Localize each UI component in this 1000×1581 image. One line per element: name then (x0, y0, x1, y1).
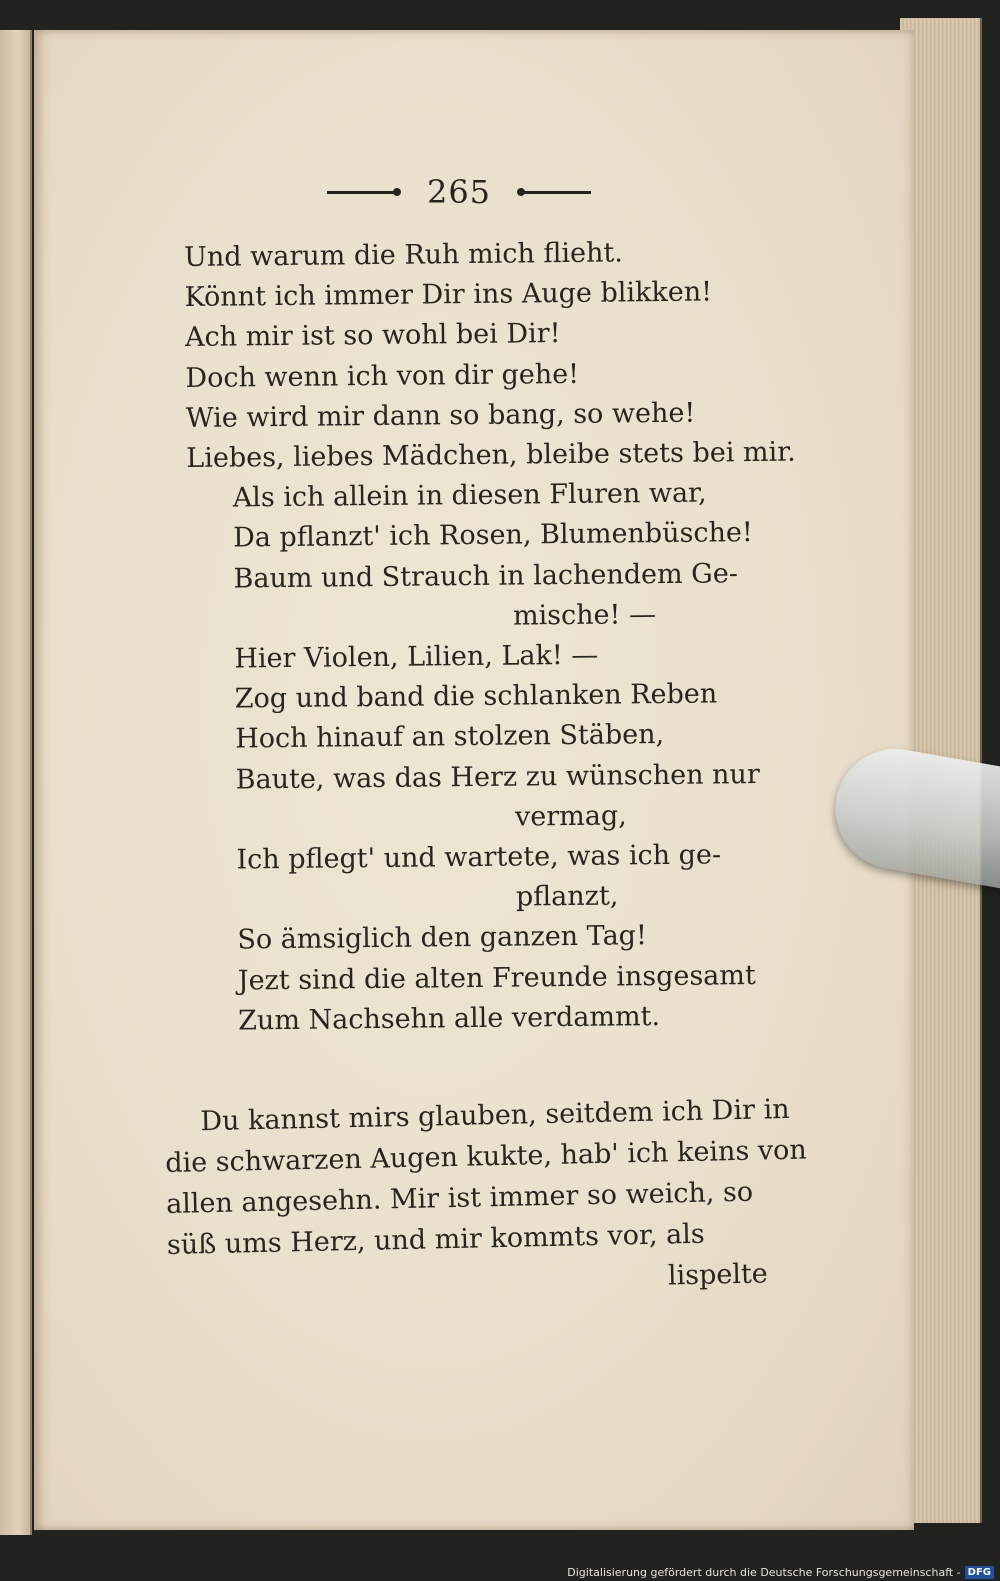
prose-line: Du kannst mirs glauben, seitdem ich Dir in (200, 1093, 790, 1138)
verse-line: Wie wird mir dann so bang, so wehe! (185, 397, 696, 434)
verse-line: Könnt ich immer Dir ins Auge blikken! (184, 276, 713, 314)
prose-line: süß ums Herz, und mir kommts vor, als (166, 1218, 706, 1261)
verse-line: Ach mir ist so wohl bei Dir! (184, 318, 561, 354)
verse-line: Zog und band die schlanken Reben (234, 678, 718, 715)
verse-line: Jezt sind die alten Freunde insgesamt (237, 959, 756, 997)
footer-credit (567, 1566, 994, 1579)
verse-line: Und warum die Ruh mich flieht. (184, 237, 623, 273)
header-ornament-left (327, 191, 397, 194)
verse-line-continuation: vermag, (514, 800, 627, 833)
verse-line-continuation: pflanzt, (515, 880, 619, 913)
verse-line: Als ich allein in diesen Fluren war, (232, 477, 707, 514)
prose-paragraph (164, 1089, 808, 1307)
verse-line: So ämsiglich den ganzen Tag! (237, 920, 647, 956)
dfg-logo-icon: DFG (965, 1566, 994, 1579)
verse-line: Baum und Strauch in lachendem Ge- (233, 557, 739, 595)
book-page (34, 30, 914, 1530)
prose-line: allen angesehn. Mir ist immer so weich, so (165, 1176, 754, 1220)
verse-line: Hier Violen, Lilien, Lak! — (234, 639, 599, 675)
catchword: lispelte (667, 1258, 769, 1292)
verse-line: Liebes, liebes Mädchen, bleibe stets bei mir. (186, 436, 796, 475)
verse-line: Baute, was das Herz zu wünschen nur (235, 758, 760, 796)
verse-line: Da pflanzt' ich Rosen, Blumenbüsche! (232, 517, 753, 554)
page-number: 265 (426, 173, 492, 211)
verse-line: Doch wenn ich von dir gehe! (185, 358, 580, 394)
verse-line: Ich pflegt' und wartete, was ich ge- (236, 839, 722, 876)
credit-text: Digitalisierung gefördert durch die Deutsche Forschungsgemeinschaft - (567, 1566, 961, 1579)
prose-line: die schwarzen Augen kukte, hab' ich keins von (164, 1134, 808, 1179)
verse-line-continuation: mische! — (512, 598, 657, 632)
facing-page-edge (0, 30, 32, 1535)
header-ornament-right (521, 191, 591, 194)
verse-line: Zum Nachsehn alle verdammt. (238, 1000, 661, 1037)
verse-block (184, 232, 796, 1042)
verse-line: Hoch hinauf an stolzen Stäben, (235, 719, 665, 755)
page-header (289, 170, 629, 214)
